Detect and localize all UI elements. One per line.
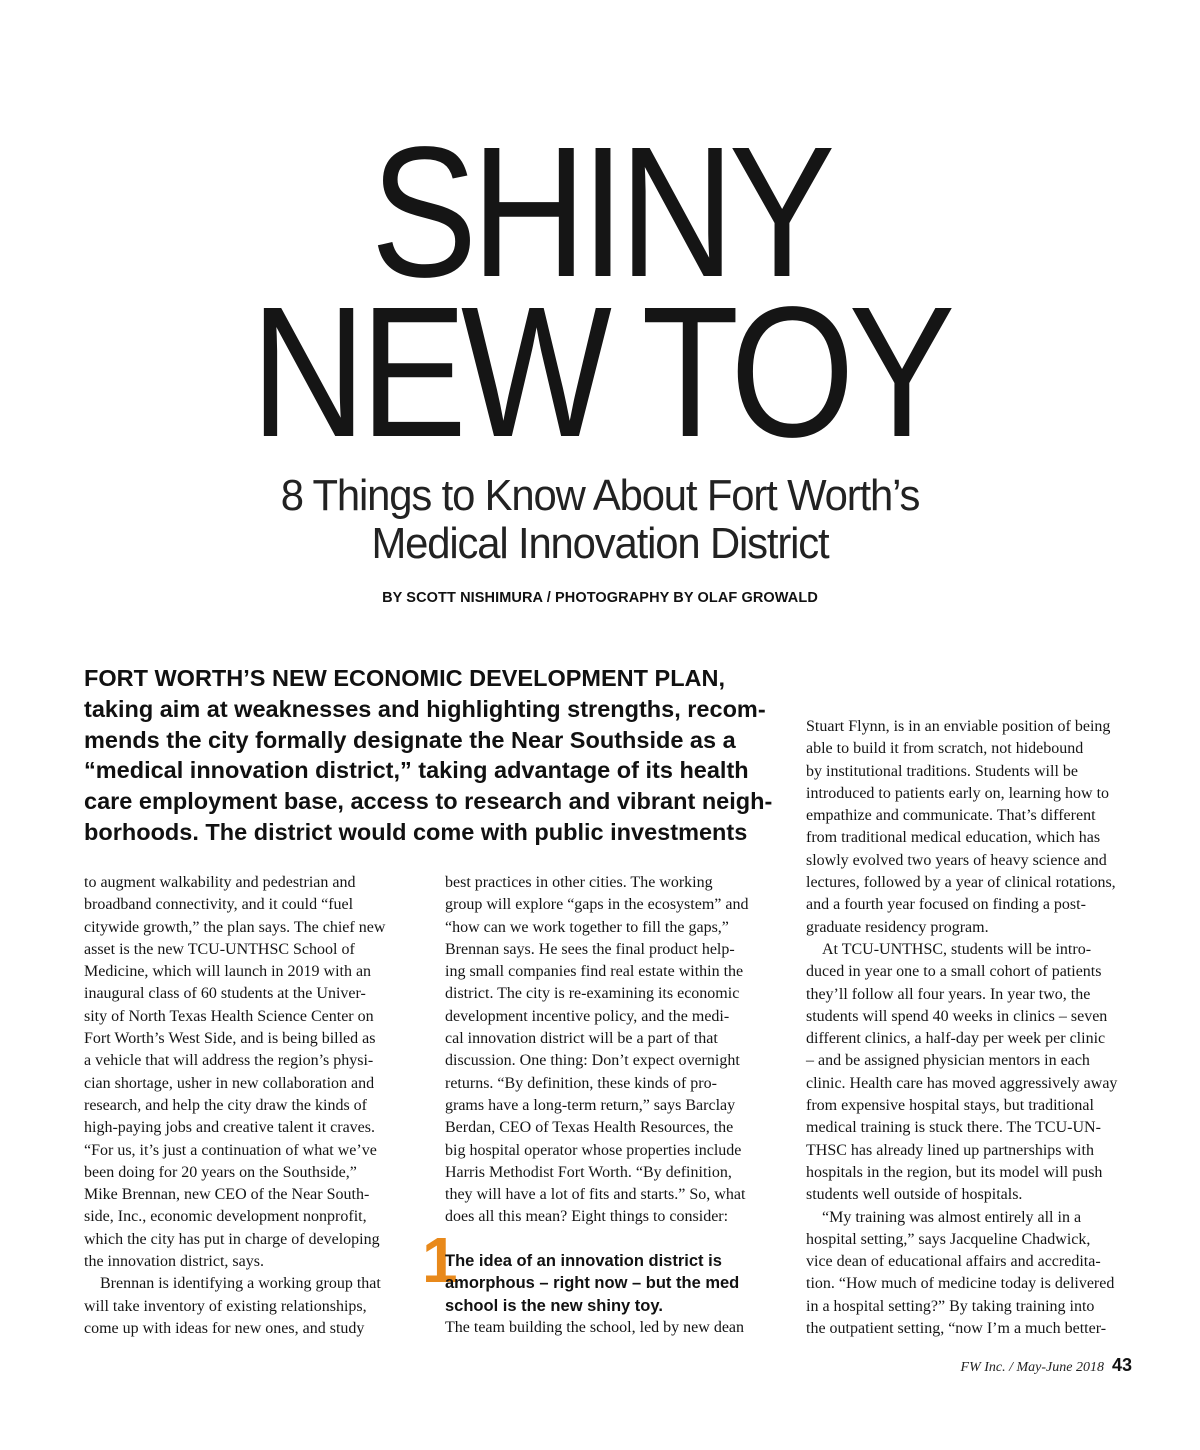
text-line: Brennan is identifying a working group that xyxy=(100,1275,381,1293)
text-line: come up with ideas for new ones, and study xyxy=(84,1319,365,1337)
text-line: from traditional medical education, which has xyxy=(806,829,1101,847)
text-line: to augment walkability and pedestrian and xyxy=(84,874,356,891)
text-line: high-paying jobs and creative talent it craves. xyxy=(84,1119,376,1137)
text-line: a vehicle that will address the region’s physi- xyxy=(84,1052,374,1070)
text-line: Medicine, which will launch in 2019 with an xyxy=(84,963,372,981)
text-line: At TCU-UNTHSC, students will be intro- xyxy=(822,940,1092,958)
intro-line: “medical innovation district,” taking advantage of its health xyxy=(84,757,749,784)
text-line: broadband connectivity, and it could “fuel xyxy=(84,896,354,914)
subtitle-line-1: 8 Things to Know About Fort Worth’s xyxy=(280,471,920,520)
text-line: which the city has put in charge of developing xyxy=(84,1230,380,1248)
text-line: cal innovation district will be a part of that xyxy=(445,1030,718,1048)
text-line: the outpatient setting, “now I’m a much better- xyxy=(806,1320,1107,1338)
text-line: duced in year one to a small cohort of patients xyxy=(806,963,1102,981)
intro-lead: FORT WORTH’S NEW ECONOMIC DEVELOPMENT PLAN, xyxy=(84,665,726,691)
text-line: Berdan, CEO of Texas Health Resources, the xyxy=(445,1119,734,1137)
text-line: ing small companies find real estate within the xyxy=(445,963,744,981)
item-body-text: The team building the school, led by new dean xyxy=(445,1319,745,1336)
text-line: asset is the new TCU-UNTHSC School of xyxy=(84,940,355,958)
intro-line: care employment base, access to research and vibrant neigh- xyxy=(84,788,773,815)
text-line: students well outside of hospitals. xyxy=(806,1186,1023,1204)
heading-line: school is the new shiny toy. xyxy=(445,1296,663,1315)
text-line: graduate residency program. xyxy=(806,918,989,936)
text-line: from expensive hospital stays, but traditional xyxy=(806,1097,1094,1115)
text-line: students will spend 40 weeks in clinics – seven xyxy=(806,1007,1108,1025)
intro-line: borhoods. The district would come with public investments xyxy=(84,818,748,845)
intro-line: mends the city formally designate the Near Southside as a xyxy=(84,726,736,753)
text-line: they’ll follow all four years. In year two, the xyxy=(806,985,1091,1003)
text-line: “My training was almost entirely all in a xyxy=(822,1208,1082,1226)
intro-paragraph xyxy=(84,663,784,848)
text-line: best practices in other cities. The working xyxy=(445,874,713,891)
text-line: – and be assigned physician mentors in each xyxy=(806,1052,1090,1070)
text-line: THSC has already lined up partnerships with xyxy=(806,1141,1094,1159)
text-line: medical training is stuck there. The TCU-UN- xyxy=(806,1119,1101,1137)
subtitle xyxy=(0,472,1200,568)
text-line: in a hospital setting?” By taking training into xyxy=(806,1297,1095,1315)
text-line: district. The city is re-examining its economic xyxy=(445,985,740,1003)
text-line: “how can we work together to fill the gaps,” xyxy=(445,918,729,936)
text-line: research, and help the city draw the kinds of xyxy=(84,1096,368,1114)
text-line: returns. “By definition, these kinds of pro- xyxy=(445,1074,717,1092)
list-item-1 xyxy=(422,1224,782,1318)
text-line: been doing for 20 years on the Southside,” xyxy=(84,1163,357,1181)
headline-line-2: NEW TOY xyxy=(250,269,950,476)
body-column-2 xyxy=(445,872,775,1229)
body-column-3 xyxy=(806,716,1136,1340)
text-line: Harris Methodist Fort Worth. “By definition, xyxy=(445,1163,732,1181)
heading-line: amorphous – right now – but the med xyxy=(445,1274,740,1293)
text-line: lectures, followed by a year of clinical rotations, xyxy=(806,874,1116,892)
byline: BY SCOTT NISHIMURA / PHOTOGRAPHY BY OLAF GROWALD xyxy=(382,590,818,606)
publication-name: FW Inc. / May-June 2018 xyxy=(960,1360,1104,1375)
headline-line-1: SHINY xyxy=(370,109,830,316)
text-line: by institutional traditions. Students will be xyxy=(806,762,1078,780)
text-line: different clinics, a half-day per week per clinic xyxy=(806,1030,1106,1048)
text-line: Mike Brennan, new CEO of the Near South- xyxy=(84,1186,370,1204)
heading-line: The idea of an innovation district is xyxy=(445,1252,722,1270)
text-line: clinic. Health care has moved aggressively away xyxy=(806,1074,1118,1092)
text-line: able to build it from scratch, not hidebound xyxy=(806,740,1084,758)
text-line: hospitals in the region, but its model will push xyxy=(806,1163,1103,1181)
text-line: Fort Worth’s West Side, and is being billed as xyxy=(84,1030,376,1048)
page-footer xyxy=(961,1355,1132,1376)
text-line: introduced to patients early on, learning how to xyxy=(806,784,1110,802)
body-column-1 xyxy=(84,872,414,1340)
text-line: cian shortage, usher in new collaboration and xyxy=(84,1074,375,1092)
text-line: citywide growth,” the plan says. The chief new xyxy=(84,918,386,936)
text-line: slowly evolved two years of heavy science and xyxy=(806,851,1107,869)
text-line: will take inventory of existing relationships, xyxy=(84,1297,367,1315)
text-line: tion. “How much of medicine today is delivered xyxy=(806,1275,1115,1293)
subtitle-line-2: Medical Innovation District xyxy=(371,519,829,568)
text-line: big hospital operator whose properties include xyxy=(445,1141,742,1159)
text-line: and a fourth year focused on finding a post- xyxy=(806,896,1086,914)
item-number: 1 xyxy=(422,1224,458,1296)
text-line: development incentive policy, and the medi- xyxy=(445,1007,730,1025)
text-line: Stuart Flynn, is in an enviable position of being xyxy=(806,718,1111,735)
text-line: “For us, it’s just a continuation of what we’ve xyxy=(84,1141,377,1159)
text-line: vice dean of educational affairs and accredita- xyxy=(806,1253,1101,1271)
item-heading xyxy=(445,1250,739,1317)
intro-line: taking aim at weaknesses and highlighting strengths, recom- xyxy=(84,695,766,722)
text-line: Brennan says. He sees the final product help- xyxy=(445,940,735,958)
text-line: inaugural class of 60 students at the Univer- xyxy=(84,985,366,1003)
text-line: side, Inc., economic development nonprofit, xyxy=(84,1208,367,1226)
text-line: the innovation district, says. xyxy=(84,1253,264,1271)
text-line: group will explore “gaps in the ecosystem” and xyxy=(445,896,749,914)
text-line: discussion. One thing: Don’t expect overnight xyxy=(445,1052,740,1070)
text-line: empathize and communicate. That’s different xyxy=(806,807,1096,825)
text-line: does all this mean? Eight things to consider: xyxy=(445,1208,729,1226)
text-line: they will have a lot of fits and starts.” So, what xyxy=(445,1186,746,1204)
page-number: 43 xyxy=(1111,1355,1132,1375)
text-line: grams have a long-term return,” says Barclay xyxy=(445,1096,736,1114)
text-line: sity of North Texas Health Science Center on xyxy=(84,1007,374,1025)
text-line: hospital setting,” says Jacqueline Chadwick, xyxy=(806,1230,1091,1248)
